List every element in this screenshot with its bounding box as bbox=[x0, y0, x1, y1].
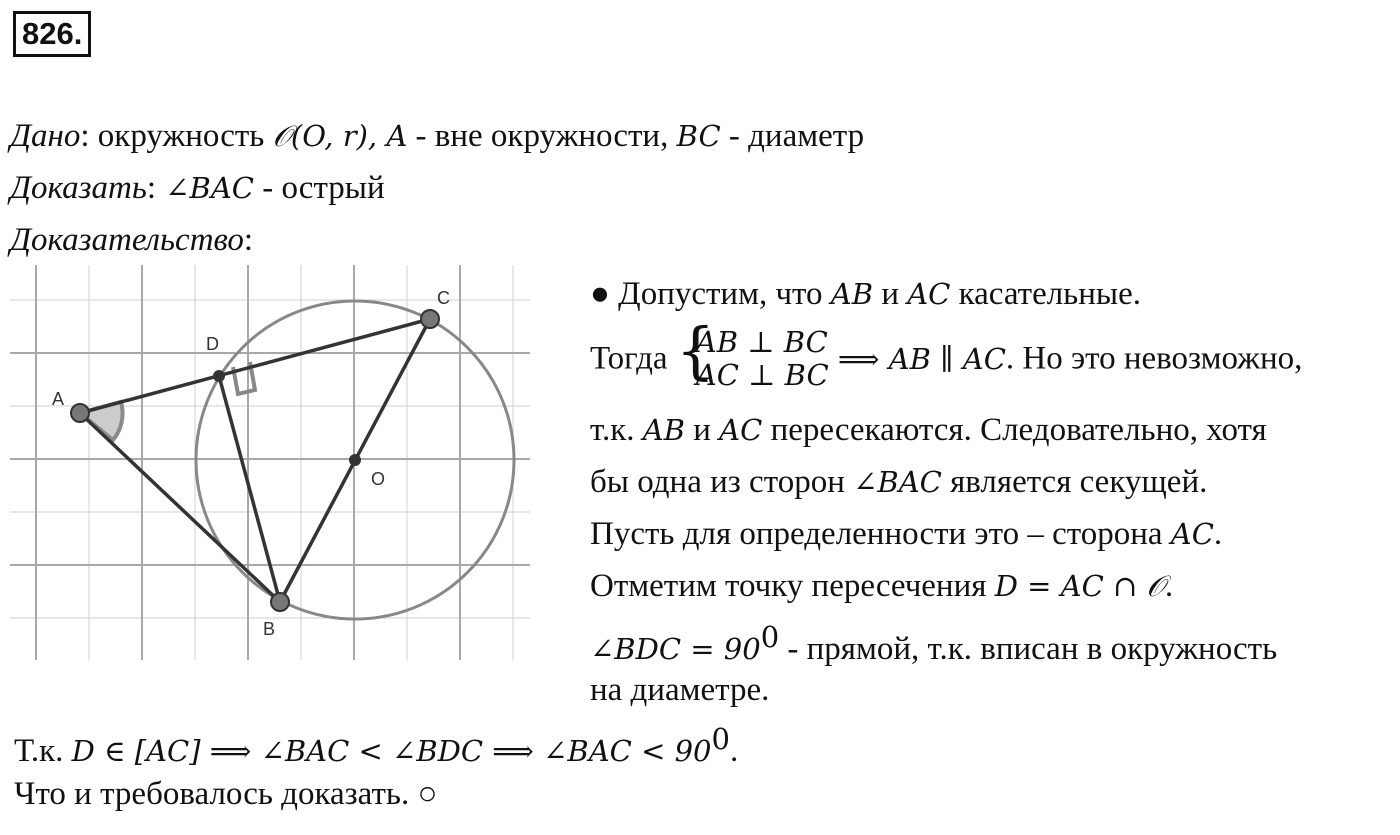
proof-line-3 bbox=[590, 412, 1267, 449]
figure-segments bbox=[80, 319, 430, 602]
prove-text: - острый bbox=[253, 170, 385, 206]
system-row-2: AC ⊥ BC bbox=[695, 358, 829, 392]
l1-post: касательные. bbox=[950, 276, 1141, 312]
qed-text: Что и требовалось доказать. ○ bbox=[14, 776, 438, 812]
conclusion-line bbox=[14, 722, 738, 770]
label-a: A bbox=[52, 389, 65, 409]
given-colon: : bbox=[80, 118, 90, 154]
l6-math: D = AC ∩ 𝒪 bbox=[994, 569, 1165, 603]
proof-line-2 bbox=[590, 314, 1303, 392]
l6-post: . bbox=[1164, 568, 1174, 604]
l7-sup: 0 bbox=[760, 620, 780, 654]
conclusion-post: . bbox=[729, 733, 739, 769]
proof-line-4 bbox=[590, 464, 1207, 501]
label-o: O bbox=[371, 469, 386, 489]
l5-ac: AC bbox=[1170, 517, 1214, 551]
label-d: D bbox=[206, 334, 219, 354]
proof-heading bbox=[10, 222, 253, 259]
l2-implication: ⟹ AB ∥ AC bbox=[828, 342, 1006, 376]
conclusion-math: D ∈ [AC] ⟹ ∠BAC < ∠BDC ⟹ ∠BAC < 90 bbox=[71, 734, 712, 768]
conclusion-sup: 0 bbox=[711, 722, 730, 756]
l8: на диаметре. bbox=[590, 672, 770, 708]
prove-colon: : bbox=[146, 170, 157, 206]
problem-number: 826. bbox=[13, 11, 91, 57]
system-brace: { bbox=[675, 314, 716, 387]
l5-post: . bbox=[1213, 516, 1223, 552]
point-a bbox=[71, 404, 89, 422]
segment-ac bbox=[80, 319, 430, 413]
proof-line-1 bbox=[590, 276, 1141, 313]
given-text-1: окружность bbox=[89, 118, 273, 154]
given-line bbox=[10, 118, 864, 155]
l3-ac: AC bbox=[719, 413, 763, 447]
prove-angle-math: ∠BAC bbox=[156, 171, 254, 205]
given-circle-math: 𝒪(O, r), A bbox=[272, 119, 408, 153]
qed-line bbox=[14, 776, 437, 813]
given-diameter-math: BC bbox=[676, 119, 721, 153]
point-b bbox=[271, 593, 289, 611]
l1-pre: ● Допустим, что bbox=[590, 276, 831, 312]
segment-bd bbox=[219, 376, 280, 602]
given-text-2: - вне окружности, bbox=[407, 118, 677, 154]
point-c bbox=[421, 310, 439, 328]
prove-label: Доказать bbox=[10, 170, 147, 206]
l4-angle: ∠BAC bbox=[853, 465, 942, 499]
l1-ac: AC bbox=[907, 277, 951, 311]
system-row-1: AB ⊥ BC bbox=[695, 325, 828, 359]
l3-pre: т.к. bbox=[590, 412, 643, 448]
l5-pre: Пусть для определенности это – сторона bbox=[590, 516, 1171, 552]
geometry-figure bbox=[10, 265, 535, 665]
proof-label: Доказательство bbox=[10, 222, 244, 258]
conclusion-pre: Т.к. bbox=[14, 733, 72, 769]
proof-line-6 bbox=[590, 568, 1173, 605]
prove-line bbox=[10, 170, 385, 207]
l3-mid: и bbox=[685, 412, 720, 448]
point-d bbox=[213, 370, 225, 382]
l2-pre: Тогда bbox=[590, 340, 676, 377]
l2-post: . Но это невозможно, bbox=[1005, 340, 1303, 377]
perpendicular-system bbox=[675, 314, 829, 392]
point-o bbox=[349, 454, 361, 466]
l1-mid: и bbox=[873, 276, 908, 312]
segment-ab bbox=[80, 413, 280, 602]
given-label: Дано bbox=[10, 118, 81, 154]
label-b: B bbox=[263, 619, 276, 639]
l4-pre: бы одна из сторон bbox=[590, 464, 854, 500]
proof-line-7 bbox=[590, 620, 1277, 668]
l7-post: - прямой, т.к. вписан в окружность bbox=[779, 631, 1278, 667]
l6-pre: Отметим точку пересечения bbox=[590, 568, 995, 604]
proof-colon: : bbox=[243, 222, 254, 258]
label-c: C bbox=[437, 288, 450, 308]
l7-math: ∠BDC = 90 bbox=[590, 632, 761, 666]
l4-post: является секущей. bbox=[941, 464, 1208, 500]
proof-line-5 bbox=[590, 516, 1222, 553]
given-text-3: - диаметр bbox=[720, 118, 865, 154]
proof-line-8 bbox=[590, 672, 769, 709]
l3-ab: AB bbox=[642, 413, 685, 447]
l1-ab: AB bbox=[830, 277, 874, 311]
l3-post: пересекаются. Следовательно, хотя bbox=[762, 412, 1267, 448]
